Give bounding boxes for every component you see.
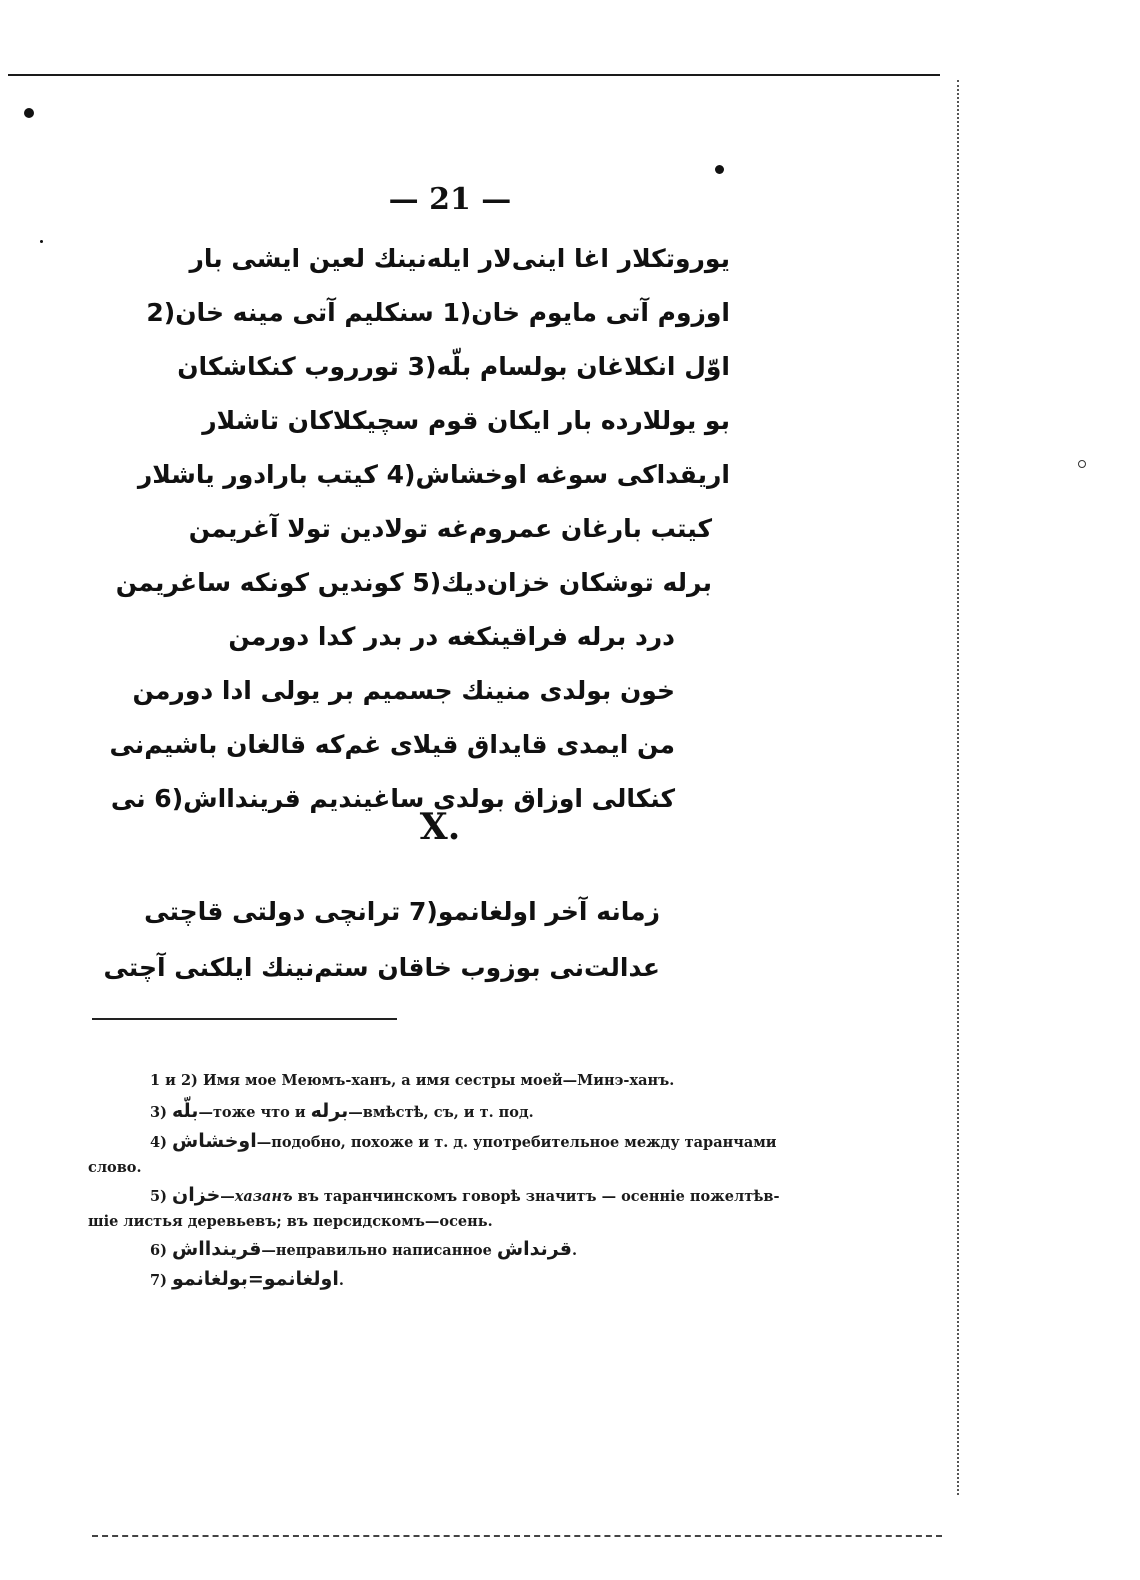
poem-line: يوروتكلار اغا اينى‌لار ايلەنينك لعين ايشى بار — [189, 244, 730, 273]
poem-stanza-upper — [109, 232, 730, 826]
footnote-5-continued: шiе листья деревьевъ; въ персидскомъ—осень. — [88, 1213, 493, 1230]
footnote-6: 6) قريندااش—неправильно написанное قرنداش. — [150, 1238, 578, 1260]
footnote-4: 4) اوخشاش—подобно, похоже и т. д. употребительное между таранчами — [150, 1130, 777, 1152]
poem-line: اريقداكى سوغه اوخشاش(4 كيتب بارادور ياشلار — [137, 460, 730, 489]
poem-line: خون بولدى منينك جسميم بر يولى ادا دورمن — [132, 676, 675, 705]
poem-line: عدالت‌نى بوزوب خاقان ستم‌نينك ايلكنى آچتى — [103, 953, 660, 982]
poem-line: كنكالى اوزاق بولدى ساغينديم قريندااش(6 نى — [110, 784, 675, 813]
footnote-1-2: 1 и 2) Имя мое Меюмъ-ханъ, а имя сестры моей—Минэ-ханъ. — [150, 1072, 675, 1089]
footnote-3: 3) بلّە—тоже что и برله—вмѣстѣ, съ, и т. под. — [150, 1100, 534, 1122]
ink-speck — [24, 108, 34, 118]
poem-line: بو يوللارده بار ايكان قوم سچيكلاكان تاشلار — [202, 406, 730, 435]
bottom-rule — [92, 1535, 942, 1537]
ink-speck — [715, 165, 724, 174]
page-edge-rule — [957, 80, 959, 1495]
poem-line: برله توشكان خزان‌ديك(5 كونديں كونكه ساغريمن — [115, 568, 712, 597]
poem-line: درد برله فراقينكغه در بدر كدا دورمن — [228, 622, 675, 651]
poem-line: اوزوم آتى مايوم خان(1 سنكليم آتى مينه خان(2 — [146, 298, 730, 327]
footnote-5: 5) خزان—хазанъ въ таранчинскомъ говорѣ значитъ — осеннiе пожелтѣв- — [150, 1184, 780, 1206]
ink-speck — [40, 240, 43, 243]
ink-speck — [1078, 460, 1086, 468]
footnote-separator — [92, 1018, 397, 1020]
section-heading: X. — [419, 806, 461, 848]
page-number: — 21 — — [388, 182, 512, 217]
poem-line: زمانه آخر اولغانمو(7 ترانچى دولتى قاچتى — [144, 897, 660, 926]
footnote-4-continued: слово. — [88, 1159, 142, 1176]
poem-stanza-lower — [103, 884, 660, 996]
footnotes — [88, 1066, 803, 1294]
poem-line: اوّل انكلاغان بولسام بلّە(3 تورروب كنكاشكان — [177, 352, 730, 381]
poem-line: من ايمدى قايداق قيلاى غم‌كه قالغان باشيم‌نى — [109, 730, 675, 759]
footnote-7: 7) اولغانمو=بولغانمو. — [150, 1268, 344, 1290]
top-rule — [8, 74, 940, 76]
poem-line: كيتب بارغان عمروم‌غه تولادين تولا آغريمن — [188, 514, 712, 543]
